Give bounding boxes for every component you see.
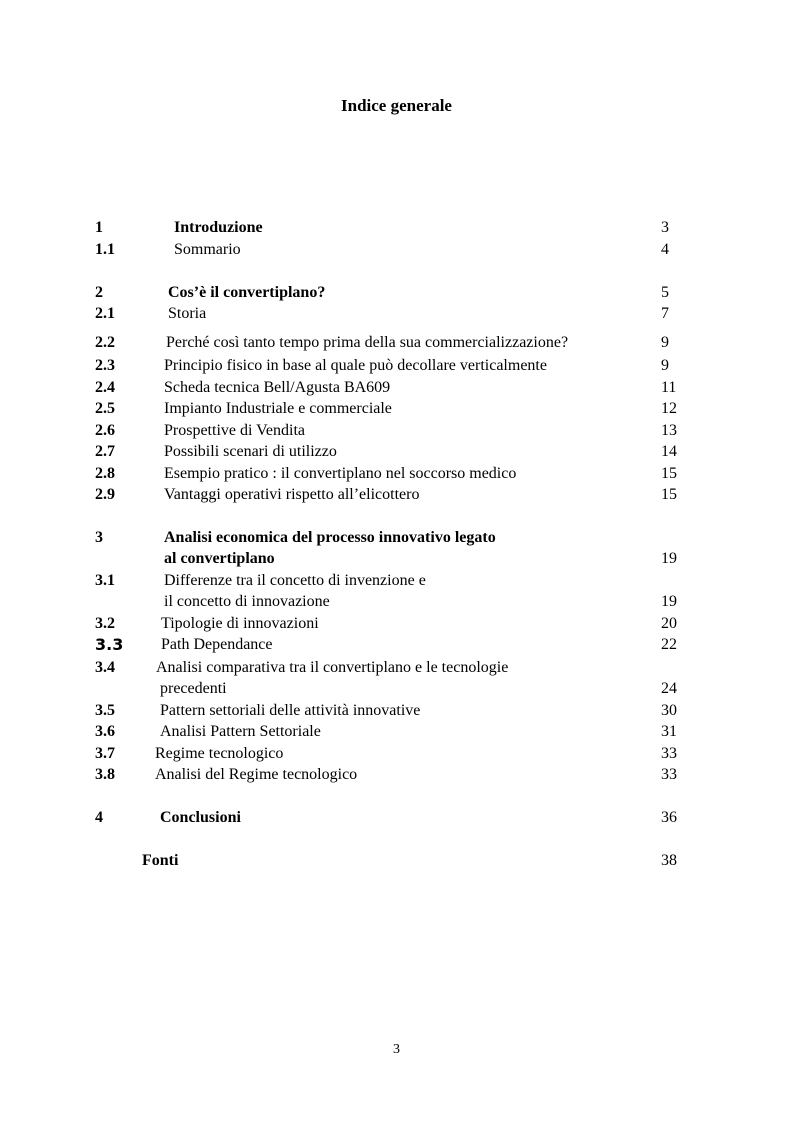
page-number: 3 (393, 1042, 400, 1057)
toc-title: Perché così tanto tempo prima della sua commercializzazione? (166, 334, 569, 351)
toc-number: 3.8 (95, 766, 115, 783)
toc-page: 14 (661, 443, 677, 460)
toc-number: 2.4 (95, 379, 115, 396)
toc-number: 1.1 (95, 241, 115, 258)
toc-entry-continuation[interactable] (0, 549, 793, 569)
toc-title: Path Dependance (161, 636, 273, 653)
toc-entry-continuation[interactable] (0, 592, 793, 612)
toc-page: 9 (661, 357, 669, 374)
toc-page: 22 (661, 636, 677, 653)
toc-title: Fonti (142, 852, 179, 869)
toc-number: 2.3 (95, 357, 115, 374)
toc-title: Conclusioni (160, 809, 241, 826)
toc-number: 2.8 (95, 465, 115, 482)
toc-number: 3.7 (95, 745, 115, 762)
toc-entry[interactable] (0, 283, 793, 303)
toc-number: 2.2 (95, 334, 115, 351)
toc-number: 2 (95, 284, 103, 301)
toc-entry[interactable] (0, 701, 793, 721)
toc-page: 12 (661, 400, 677, 417)
toc-entry[interactable] (0, 614, 793, 634)
toc-entry[interactable] (0, 485, 793, 505)
toc-page: 15 (661, 465, 677, 482)
toc-title: Esempio pratico : il convertiplano nel soccorso medico (164, 465, 517, 482)
toc-page: 30 (661, 702, 677, 719)
toc-title: Tipologie di innovazioni (161, 615, 319, 632)
toc-number: 3.3 (95, 635, 124, 654)
toc-page: 5 (661, 284, 669, 301)
toc-page: 9 (661, 334, 669, 351)
toc-number: 3.5 (95, 702, 115, 719)
toc-title: Analisi comparativa tra il convertiplano e le tecnologie (156, 659, 509, 676)
toc-page: 33 (661, 745, 677, 762)
toc-entry[interactable] (0, 851, 793, 871)
toc-title: Regime tecnologico (155, 745, 284, 762)
toc-page: 33 (661, 766, 677, 783)
toc-page: 3 (661, 219, 669, 236)
toc-title: Possibili scenari di utilizzo (164, 443, 337, 460)
toc-entry[interactable] (0, 571, 793, 591)
toc-page: 11 (661, 379, 677, 396)
toc-entry[interactable] (0, 304, 793, 324)
toc-title: Cos’è il convertiplano? (168, 284, 326, 301)
toc-title-continuation: il concetto di innovazione (164, 593, 330, 610)
toc-entry[interactable] (0, 442, 793, 462)
toc-number: 3.2 (95, 615, 115, 632)
page-title: Indice generale (341, 96, 452, 115)
toc-entry[interactable] (0, 744, 793, 764)
toc-page: 20 (661, 615, 677, 632)
toc-number: 3.1 (95, 572, 115, 589)
toc-entry[interactable] (0, 333, 793, 353)
toc-entry[interactable] (0, 658, 793, 678)
toc-number: 2.9 (95, 486, 115, 503)
toc-page: 4 (661, 241, 669, 258)
toc-page: 13 (661, 422, 677, 439)
toc-entry[interactable] (0, 765, 793, 785)
toc-page: 19 (661, 593, 677, 610)
toc-number: 2.7 (95, 443, 115, 460)
toc-entry[interactable] (0, 635, 793, 655)
toc-page: 31 (661, 723, 677, 740)
toc-entry[interactable] (0, 240, 793, 260)
toc-title-continuation: al convertiplano (164, 550, 275, 567)
toc-title: Analisi economica del processo innovativo legato (164, 529, 496, 546)
toc-title: Principio fisico in base al quale può decollare verticalmente (164, 357, 547, 374)
toc-entry[interactable] (0, 218, 793, 238)
toc-page: 36 (661, 809, 677, 826)
toc-entry[interactable] (0, 421, 793, 441)
toc-page: 7 (661, 305, 669, 322)
toc-title: Analisi Pattern Settoriale (160, 723, 321, 740)
toc-number: 2.6 (95, 422, 115, 439)
toc-title-continuation: precedenti (160, 680, 227, 697)
toc-title: Differenze tra il concetto di invenzione e (164, 572, 426, 589)
toc-title: Storia (168, 305, 207, 322)
toc-number: 2.5 (95, 400, 115, 417)
toc-title: Analisi del Regime tecnologico (155, 766, 358, 783)
toc-entry-continuation[interactable] (0, 679, 793, 699)
toc-entry[interactable] (0, 399, 793, 419)
toc-number: 1 (95, 219, 103, 236)
toc-number: 3 (95, 529, 103, 546)
toc-number: 3.4 (95, 659, 115, 676)
toc-page: 38 (661, 852, 677, 869)
toc-entry[interactable] (0, 464, 793, 484)
toc-title: Prospettive di Vendita (164, 422, 306, 439)
toc-entry[interactable] (0, 378, 793, 398)
toc-number: 3.6 (95, 723, 115, 740)
toc-number: 4 (95, 809, 103, 826)
toc-page: 19 (661, 550, 677, 567)
toc-entry[interactable] (0, 722, 793, 742)
toc-page: 24 (661, 680, 677, 697)
toc-page: 15 (661, 486, 677, 503)
toc-entry[interactable] (0, 356, 793, 376)
toc-entry[interactable] (0, 528, 793, 548)
toc-entry[interactable] (0, 808, 793, 828)
toc-title: Introduzione (174, 219, 263, 236)
toc-title: Sommario (174, 241, 241, 258)
toc-number: 2.1 (95, 305, 115, 322)
toc-title: Vantaggi operativi rispetto all’elicottero (164, 486, 420, 503)
toc-title: Impianto Industriale e commerciale (164, 400, 392, 417)
toc-title: Scheda tecnica Bell/Agusta BA609 (164, 379, 391, 396)
toc-title: Pattern settoriali delle attività innovative (160, 702, 421, 719)
